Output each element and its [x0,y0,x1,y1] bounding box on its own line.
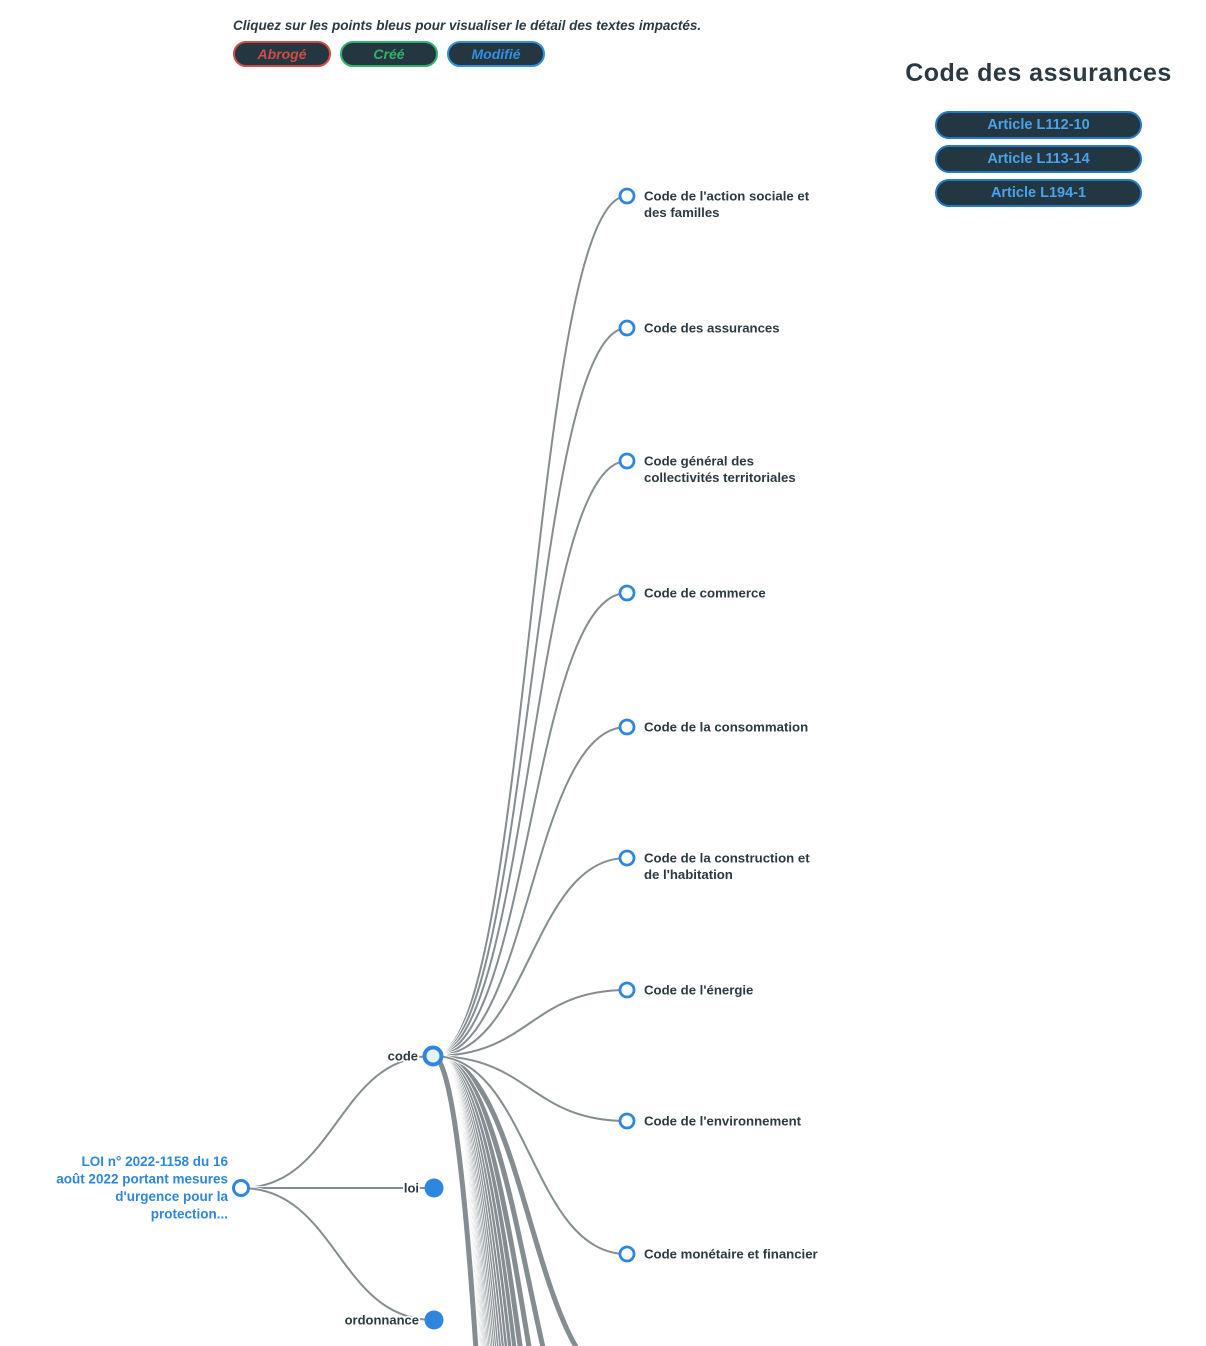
leaf-label: Code général des collectivités territoriales [644,453,796,485]
tree-link [433,328,627,1056]
tree-link [433,461,627,1056]
tree-link [433,593,627,1056]
tree-link [241,1188,434,1320]
article-button-list [935,111,1142,207]
node-leaf[interactable] [620,851,634,865]
node-leaf[interactable] [620,586,634,600]
node-leaf[interactable] [620,983,634,997]
branch-label-ordonnance: ordonnance [344,1312,419,1328]
instruction-text: Cliquez sur les points bleus pour visualiser le détail des textes impactés. [233,18,702,33]
tree-link [433,727,627,1056]
legend-button-cree[interactable] [340,41,438,67]
node-leaf[interactable] [620,454,634,468]
panel-title: Code des assurances [905,59,1172,87]
leaf-label: Code monétaire et financier [644,1246,818,1262]
article-button-l113-14[interactable]: Article L113-14 [935,145,1142,173]
tree-link [433,196,627,1056]
leaf-label: Code des assurances [644,320,780,336]
leaf-label: Code de l'énergie [644,982,754,998]
legend-label-modifie: Modifié [471,46,521,62]
node-code[interactable] [425,1048,442,1065]
node-loi[interactable] [425,1179,444,1198]
leaf-label: Code de la construction et de l'habitation [644,850,810,882]
node-leaf[interactable] [620,1247,634,1261]
legend [233,41,545,67]
node-leaf[interactable] [620,1114,634,1128]
root-label: LOI n° 2022-1158 du 16 août 2022 portant mesures d'urgence pour la protection... [56,1154,228,1222]
node-root[interactable] [234,1181,249,1196]
node-leaf[interactable] [620,720,634,734]
branch-label-code: code [387,1048,418,1064]
tree-link [241,1056,433,1188]
branch-label-loi: loi [403,1180,419,1196]
article-button-l194-1[interactable]: Article L194-1 [935,179,1142,207]
node-ordonnance[interactable] [425,1311,444,1330]
article-button-l112-10[interactable]: Article L112-10 [935,111,1142,139]
leaf-label: Code de l'environnement [644,1113,802,1129]
legend-label-abroge: Abrogé [257,46,307,62]
node-leaf[interactable] [620,189,634,203]
leaf-label: Code de la consommation [644,719,809,735]
selected-code-panel [905,59,1172,207]
leaf-label: Code de commerce [644,585,766,601]
node-leaf[interactable] [620,321,634,335]
legend-button-abroge[interactable] [233,41,331,67]
leaf-label: Code de l'action sociale et des familles [644,188,810,220]
legend-label-cree: Créé [373,46,405,62]
legend-button-modifie[interactable] [447,41,545,67]
